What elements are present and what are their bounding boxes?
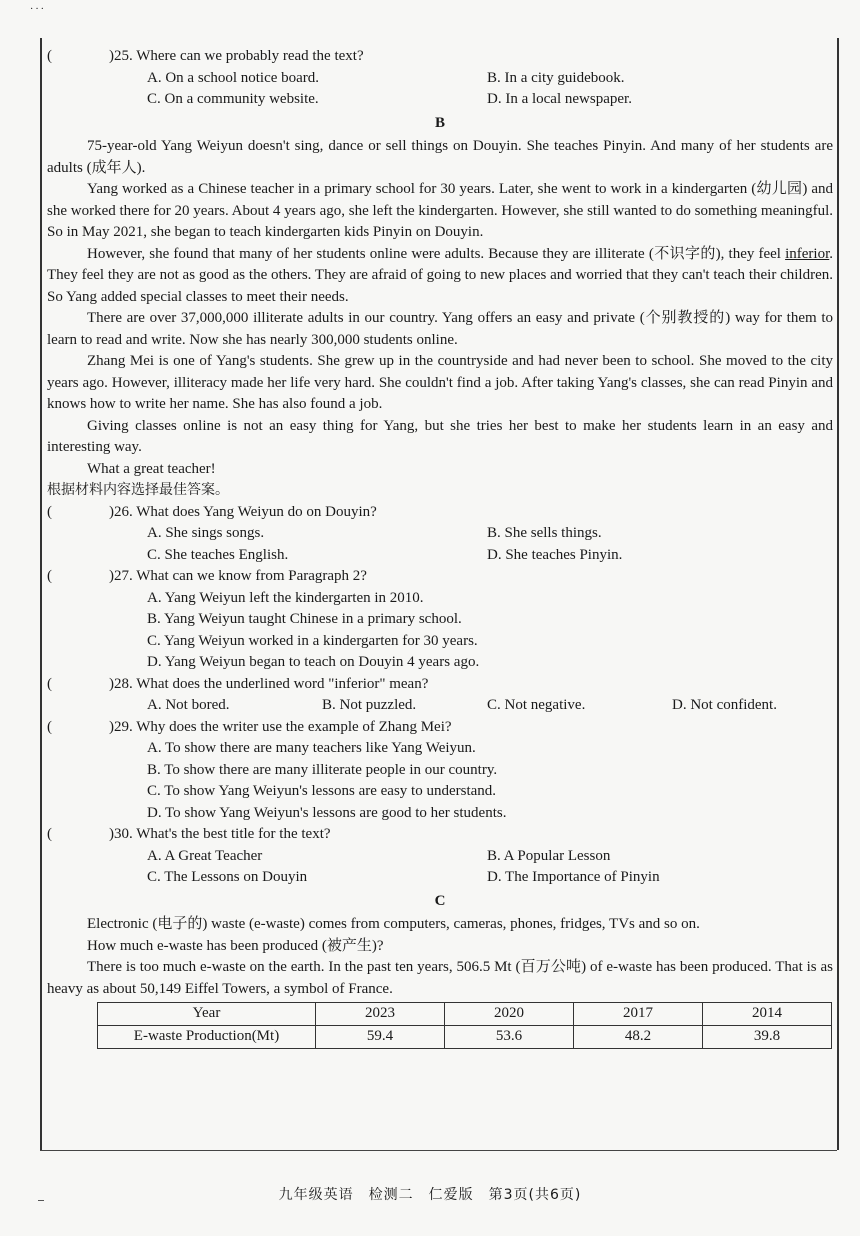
passage-b-paragraph-1: 75-year-old Yang Weiyun doesn't sing, dance or sell things on Douyin. She teaches Pinyin. And many of her students are adults (成年人). (47, 138, 833, 176)
table-header-cell: Year (98, 1003, 316, 1026)
exam-content (47, 46, 833, 1049)
option-c: C. On a community website. (147, 91, 319, 107)
option-a: A. A Great Teacher (147, 847, 263, 864)
option-b: B. Yang Weiyun taught Chinese in a primary school. (147, 611, 462, 627)
question-30-options-ab (47, 846, 833, 868)
option-d: D. To show Yang Weiyun's lessons are good to her students. (147, 804, 507, 821)
table-cell: E-waste Production(Mt) (98, 1026, 316, 1049)
table-cell: 39.8 (703, 1026, 832, 1049)
question-28-stem: )28. What does the underlined word "inferior" mean? (109, 675, 429, 692)
question-28 (47, 674, 833, 696)
question-29-stem: )29. Why does the writer use the example of Zhang Mei? (109, 718, 452, 735)
question-25 (47, 46, 833, 68)
question-25-options-ab (47, 68, 833, 90)
question-25-options-cd (47, 89, 833, 111)
option-d: D. In a local newspaper. (487, 91, 632, 107)
passage-c-paragraph-3: There is too much e-waste on the earth. In the past ten years, 506.5 Mt (百万公吨) of e-waste has been produced. That is as heavy as about 50,149 Eiffel Towers, a symbol of France. (47, 959, 833, 997)
option-b: B. She sells things. (487, 525, 602, 541)
question-26-options-ab (47, 523, 833, 545)
question-27 (47, 566, 833, 588)
scan-dots: ··· (30, 4, 46, 15)
underlined-word-inferior: inferior (785, 245, 830, 262)
passage-b-paragraph-3 (47, 244, 833, 309)
table-cell: 59.4 (316, 1026, 445, 1049)
question-30 (47, 824, 833, 846)
table-row (98, 1026, 832, 1049)
option-a: A. Not bored. (147, 697, 230, 713)
option-b: B. To show there are many illiterate people in our country. (147, 761, 498, 778)
table-header-row (98, 1003, 832, 1026)
option-d: D. She teaches Pinyin. (487, 546, 623, 563)
option-d: D. Yang Weiyun began to teach on Douyin 4 years ago. (147, 654, 480, 670)
option-b: B. In a city guidebook. (487, 69, 625, 86)
passage-c-paragraph-2: How much e-waste has been produced (被产生)? (87, 937, 384, 954)
answer-blank[interactable]: ( (47, 568, 52, 584)
table-header-cell: 2017 (574, 1003, 703, 1026)
option-a: A. On a school notice board. (147, 69, 320, 86)
option-c: C. Yang Weiyun worked in a kindergarten for 30 years. (147, 632, 478, 649)
instruction-text: 根据材料内容选择最佳答案。 (47, 482, 229, 498)
question-30-options-cd (47, 867, 833, 889)
option-c: C. To show Yang Weiyun's lessons are easy to understand. (147, 783, 497, 799)
option-a: A. Yang Weiyun left the kindergarten in 2010. (147, 589, 424, 606)
passage-b-paragraph-7: What a great teacher! (87, 460, 216, 477)
option-c: C. Not negative. (487, 697, 586, 713)
passage-b-paragraph-4: There are over 37,000,000 illiterate adults in our country. Yang offers an easy and private (个别教授的) way for them to learn to read and write. Now she has nearly 300,000 students online. (47, 310, 833, 348)
table-cell: 48.2 (574, 1026, 703, 1049)
option-c: C. She teaches English. (147, 546, 289, 563)
table-header-cell: 2014 (703, 1003, 832, 1026)
option-b: B. A Popular Lesson (487, 847, 611, 864)
question-26 (47, 502, 833, 524)
passage-b-paragraph-6: Giving classes online is not an easy thing for Yang, but she tries her best to make her students learn in an easy and interesting way. (47, 417, 833, 455)
paragraph-text: However, she found that many of her students online were adults. Because they are illiterate (不识字的), they feel (87, 245, 786, 262)
question-27-stem: )27. What can we know from Paragraph 2? (109, 568, 367, 584)
passage-c-paragraph-1: Electronic (电子的) waste (e-waste) comes from computers, cameras, phones, fridges, TVs and so on. (87, 916, 700, 932)
answer-blank[interactable]: ( (47, 675, 52, 692)
passage-b-paragraph-5: Zhang Mei is one of Yang's students. She grew up in the countryside and had never been to school. She moved to the city years ago. However, illiteracy made her life very hard. She couldn't find a job. After taking Yang's classes, she can read Pinyin and knows how to write her name. She has also found a job. (47, 353, 833, 412)
answer-blank[interactable]: ( (47, 48, 52, 64)
passage-b-paragraph-2: Yang worked as a Chinese teacher in a primary school for 30 years. Later, she went to work in a kindergarten (幼儿园) and she worked there for 20 years. About 4 years ago, she left the kindergarten. However, she still wanted to do something meaningful. So in May 2021, she began to teach kindergarten kids Pinyin on Douyin. (47, 181, 833, 240)
table-cell: 53.6 (445, 1026, 574, 1049)
question-29 (47, 717, 833, 739)
question-28-options (47, 695, 833, 717)
question-25-stem: )25. Where can we probably read the text? (109, 48, 364, 64)
question-26-options-cd (47, 545, 833, 567)
section-c-heading: C (434, 892, 446, 909)
paragraph-text: . They feel they are not as good as the others. They are afraid of going to new places and worried that they can't teach their children. So Yang added special classes to meet their needs. (47, 245, 833, 305)
table-header-cell: 2020 (445, 1003, 574, 1026)
option-a: A. To show there are many teachers like Yang Weiyun. (147, 740, 476, 756)
section-b-heading: B (434, 114, 445, 131)
answer-blank[interactable]: ( (47, 826, 52, 842)
margin-mark (38, 1200, 44, 1201)
question-30-stem: )30. What's the best title for the text? (109, 826, 331, 842)
option-c: C. The Lessons on Douyin (147, 869, 308, 885)
table-header-cell: 2023 (316, 1003, 445, 1026)
page-footer: 九年级英语 检测二 仁爱版 第3页(共6页) (278, 1187, 582, 1203)
answer-blank[interactable]: ( (47, 503, 52, 520)
e-waste-table (97, 1002, 832, 1049)
option-d: D. The Importance of Pinyin (487, 869, 660, 885)
answer-blank[interactable]: ( (47, 718, 52, 735)
question-26-stem: )26. What does Yang Weiyun do on Douyin? (109, 503, 377, 520)
option-a: A. She sings songs. (147, 525, 265, 541)
option-b: B. Not puzzled. (322, 697, 417, 713)
frame-bottom-line (40, 1150, 837, 1151)
option-d: D. Not confident. (672, 697, 777, 713)
